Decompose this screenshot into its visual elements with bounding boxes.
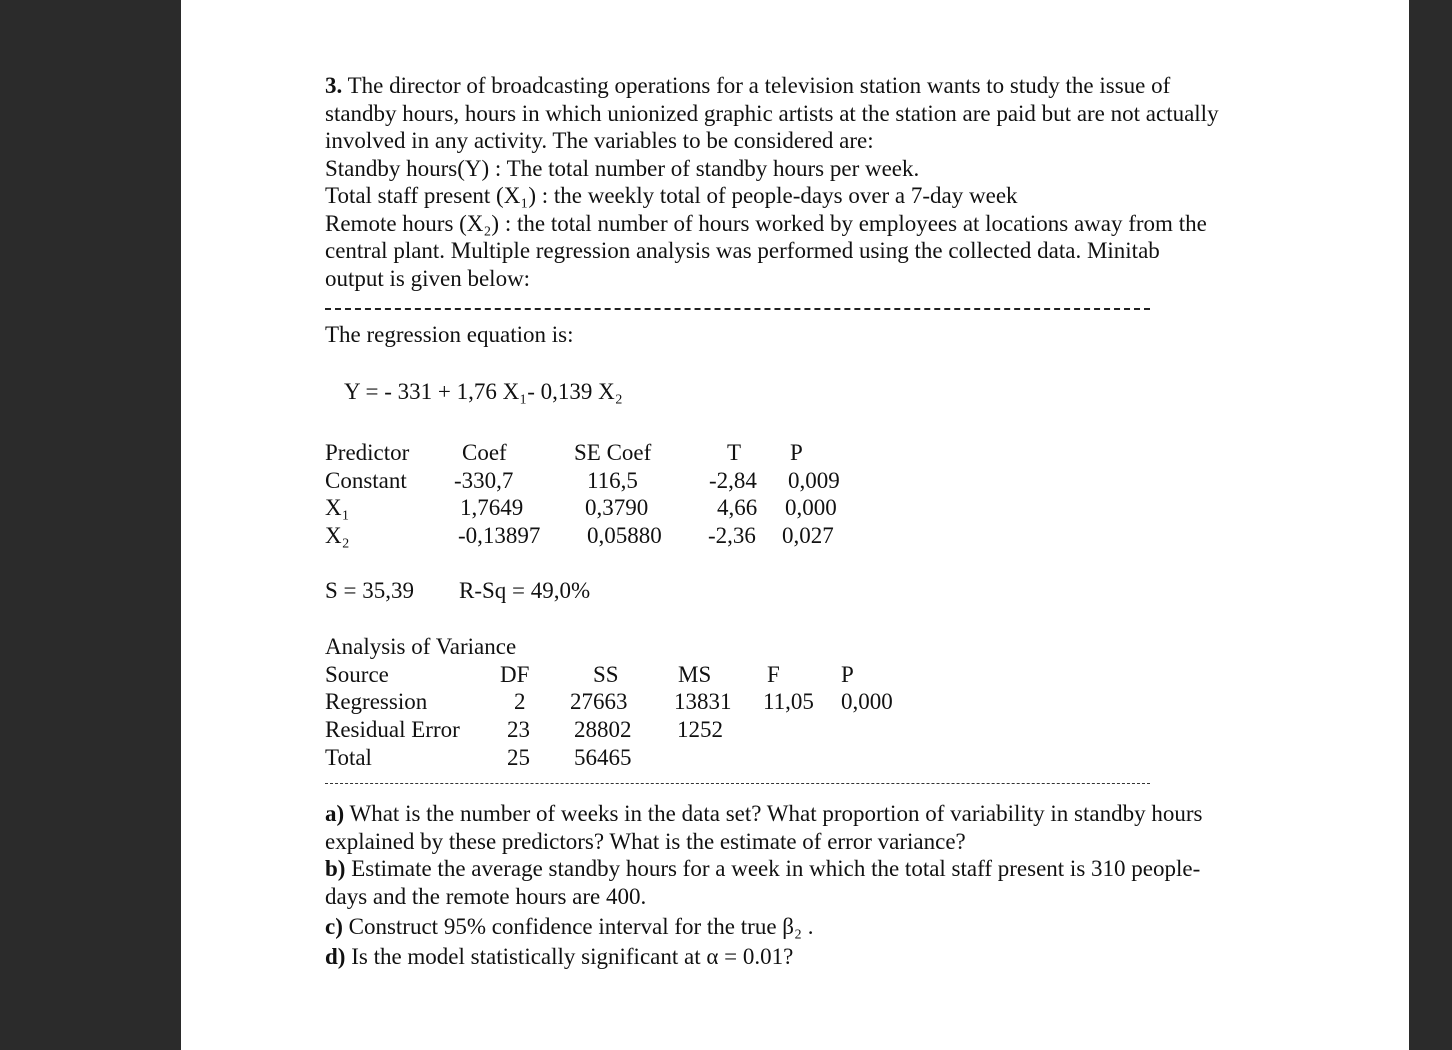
anova-title: Analysis of Variance [325, 634, 517, 659]
question-b-cont: days and the remote hours are 400. [325, 883, 647, 909]
document-page: 3. The director of broadcasting operations for a television station wants to study the issue of standby hours, hours in which unionized graphic artists at the station are paid but are not actually involved in any activity. The variables to be considered are: Standby hours(Y) : The total number of standby hours per week. Total staff present (X₁) : the weekly total of people-days over a 7-day week Remote hours (X₂) : the total number of hours worked by employees at locations away from the central plant. Multiple regression analysis was performed using the collected data. Minitab output is given below: The regression equation is: Y = - 331 + 1,76 X₁- 0,139 X₂ Predictor Coef SE Coef T P Constant -330,7 116,5 -2,84 0,009 X₁ 1,7649 0,3790 4,66 0,000 X₂ -0,13897 0,05880 -2,36 0,027 S = 35,39 R-Sq = 49,0% Analysis of Variance Source DF SS MS F P Regression 2 27663 13831 11,05 0,000 Residual Error 23 28802 1252 Total 25 56465 a) What is the number of weeks in the data set? What proportion of variability in standby hours explained by these predictors? What is the estimate of error variance? b) Estimate the average standby hours for a week in which the total staff present is 310 people- days and the remote hours are 400. c) Construct 95% confidence interval for the true β₂ . d) Is the model statistically significant at α = 0.01? [181, 0, 1409, 1050]
intro-line-4: Standby hours(Y) : The total number of standby hours per week. [325, 155, 920, 181]
question-a-cont: explained by these predictors? What is the estimate of error variance? [325, 828, 966, 854]
regression-equation: Y = - 331 + 1,76 X₁- 0,139 X₂ [344, 379, 623, 404]
top-divider [325, 308, 1150, 310]
rsq-value: R-Sq = 49,0% [459, 578, 591, 603]
regression-heading: The regression equation is: [325, 322, 574, 347]
col-predictor: Predictor [325, 440, 410, 465]
intro-line-5: Total staff present (X₁) : the weekly total of people-days over a 7-day week [325, 183, 1018, 208]
col-coef: Coef [462, 440, 507, 465]
intro-line-6: Remote hours (X₂) : the total number of hours worked by employees at locations away from the [325, 210, 1207, 236]
question-a: a) What is the number of weeks in the data set? What proportion of variability in standby hours [325, 801, 1203, 826]
intro-line-7: central plant. Multiple regression analysis was performed using the collected data. Minitab [325, 238, 1160, 263]
s-value: S = 35,39 [325, 578, 415, 603]
col-p: P [790, 440, 803, 465]
intro-line-3: involved in any activity. The variables to be considered are: [325, 128, 874, 153]
intro-line-8: output is given below: [325, 265, 531, 291]
question-d: d) Is the model statistically significant at α = 0.01? [325, 943, 794, 969]
questions [325, 800, 1202, 970]
problem-intro [325, 72, 1219, 292]
problem-number: 3. [325, 73, 343, 98]
col-se-coef: SE Coef [574, 440, 652, 465]
bottom-divider [325, 783, 1150, 784]
col-t: T [727, 440, 742, 465]
question-c: c) Construct 95% confidence interval for the true β₂ . [325, 914, 814, 939]
intro-line-2: standby hours, hours in which unionized graphic artists at the station are paid but are not actually [325, 100, 1219, 126]
question-b: b) Estimate the average standby hours for a week in which the total staff present is 310 people- [325, 856, 1201, 881]
intro-line-1: 3. The director of broadcasting operations for a television station wants to study the issue of [325, 73, 1171, 98]
